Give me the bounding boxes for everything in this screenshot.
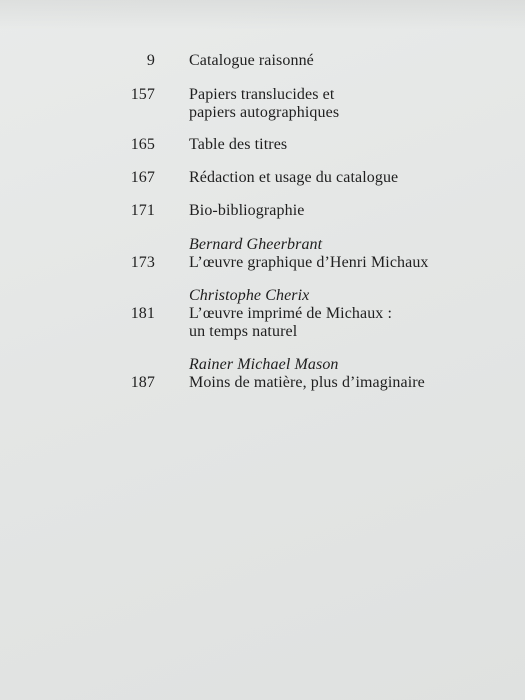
entry-author: Bernard Gheerbrant <box>189 236 323 253</box>
page-shadow <box>0 0 525 30</box>
entry-author: Rainer Michael Mason <box>189 356 339 373</box>
page-number: 171 <box>130 202 155 219</box>
entry-title <box>189 374 509 392</box>
page-number: 173 <box>130 254 155 271</box>
entry-title <box>189 202 509 220</box>
page-number: 187 <box>130 374 155 391</box>
entry-title <box>189 136 509 154</box>
page-number: 9 <box>146 52 155 69</box>
page-number: 181 <box>130 305 155 322</box>
page-number: 157 <box>130 86 155 103</box>
entry-title-line: Bio-bibliographie <box>189 202 305 219</box>
entry-title <box>189 169 509 187</box>
entry-title-line: Rédaction et usage du catalogue <box>189 169 399 186</box>
page-number: 167 <box>130 169 155 186</box>
entry-title-line: Moins de matière, plus d’imaginaire <box>189 374 425 391</box>
entry-title-line: Catalogue raisonné <box>189 52 314 69</box>
entry-title-line: un temps naturel <box>189 323 298 340</box>
entry-author: Christophe Cherix <box>189 287 310 304</box>
entry-title-line: L’œuvre graphique d’Henri Michaux <box>189 254 429 271</box>
entry-title-line: Table des titres <box>189 136 288 153</box>
page-number: 165 <box>130 136 155 153</box>
entry-title-line: Papiers translucides et <box>189 86 335 103</box>
entry-title-line: L’œuvre imprimé de Michaux : <box>189 305 393 322</box>
entry-title <box>189 305 509 341</box>
entry-title <box>189 86 509 122</box>
entry-title <box>189 52 509 70</box>
entry-title <box>189 254 509 272</box>
entry-title-line: papiers autographiques <box>189 104 340 121</box>
